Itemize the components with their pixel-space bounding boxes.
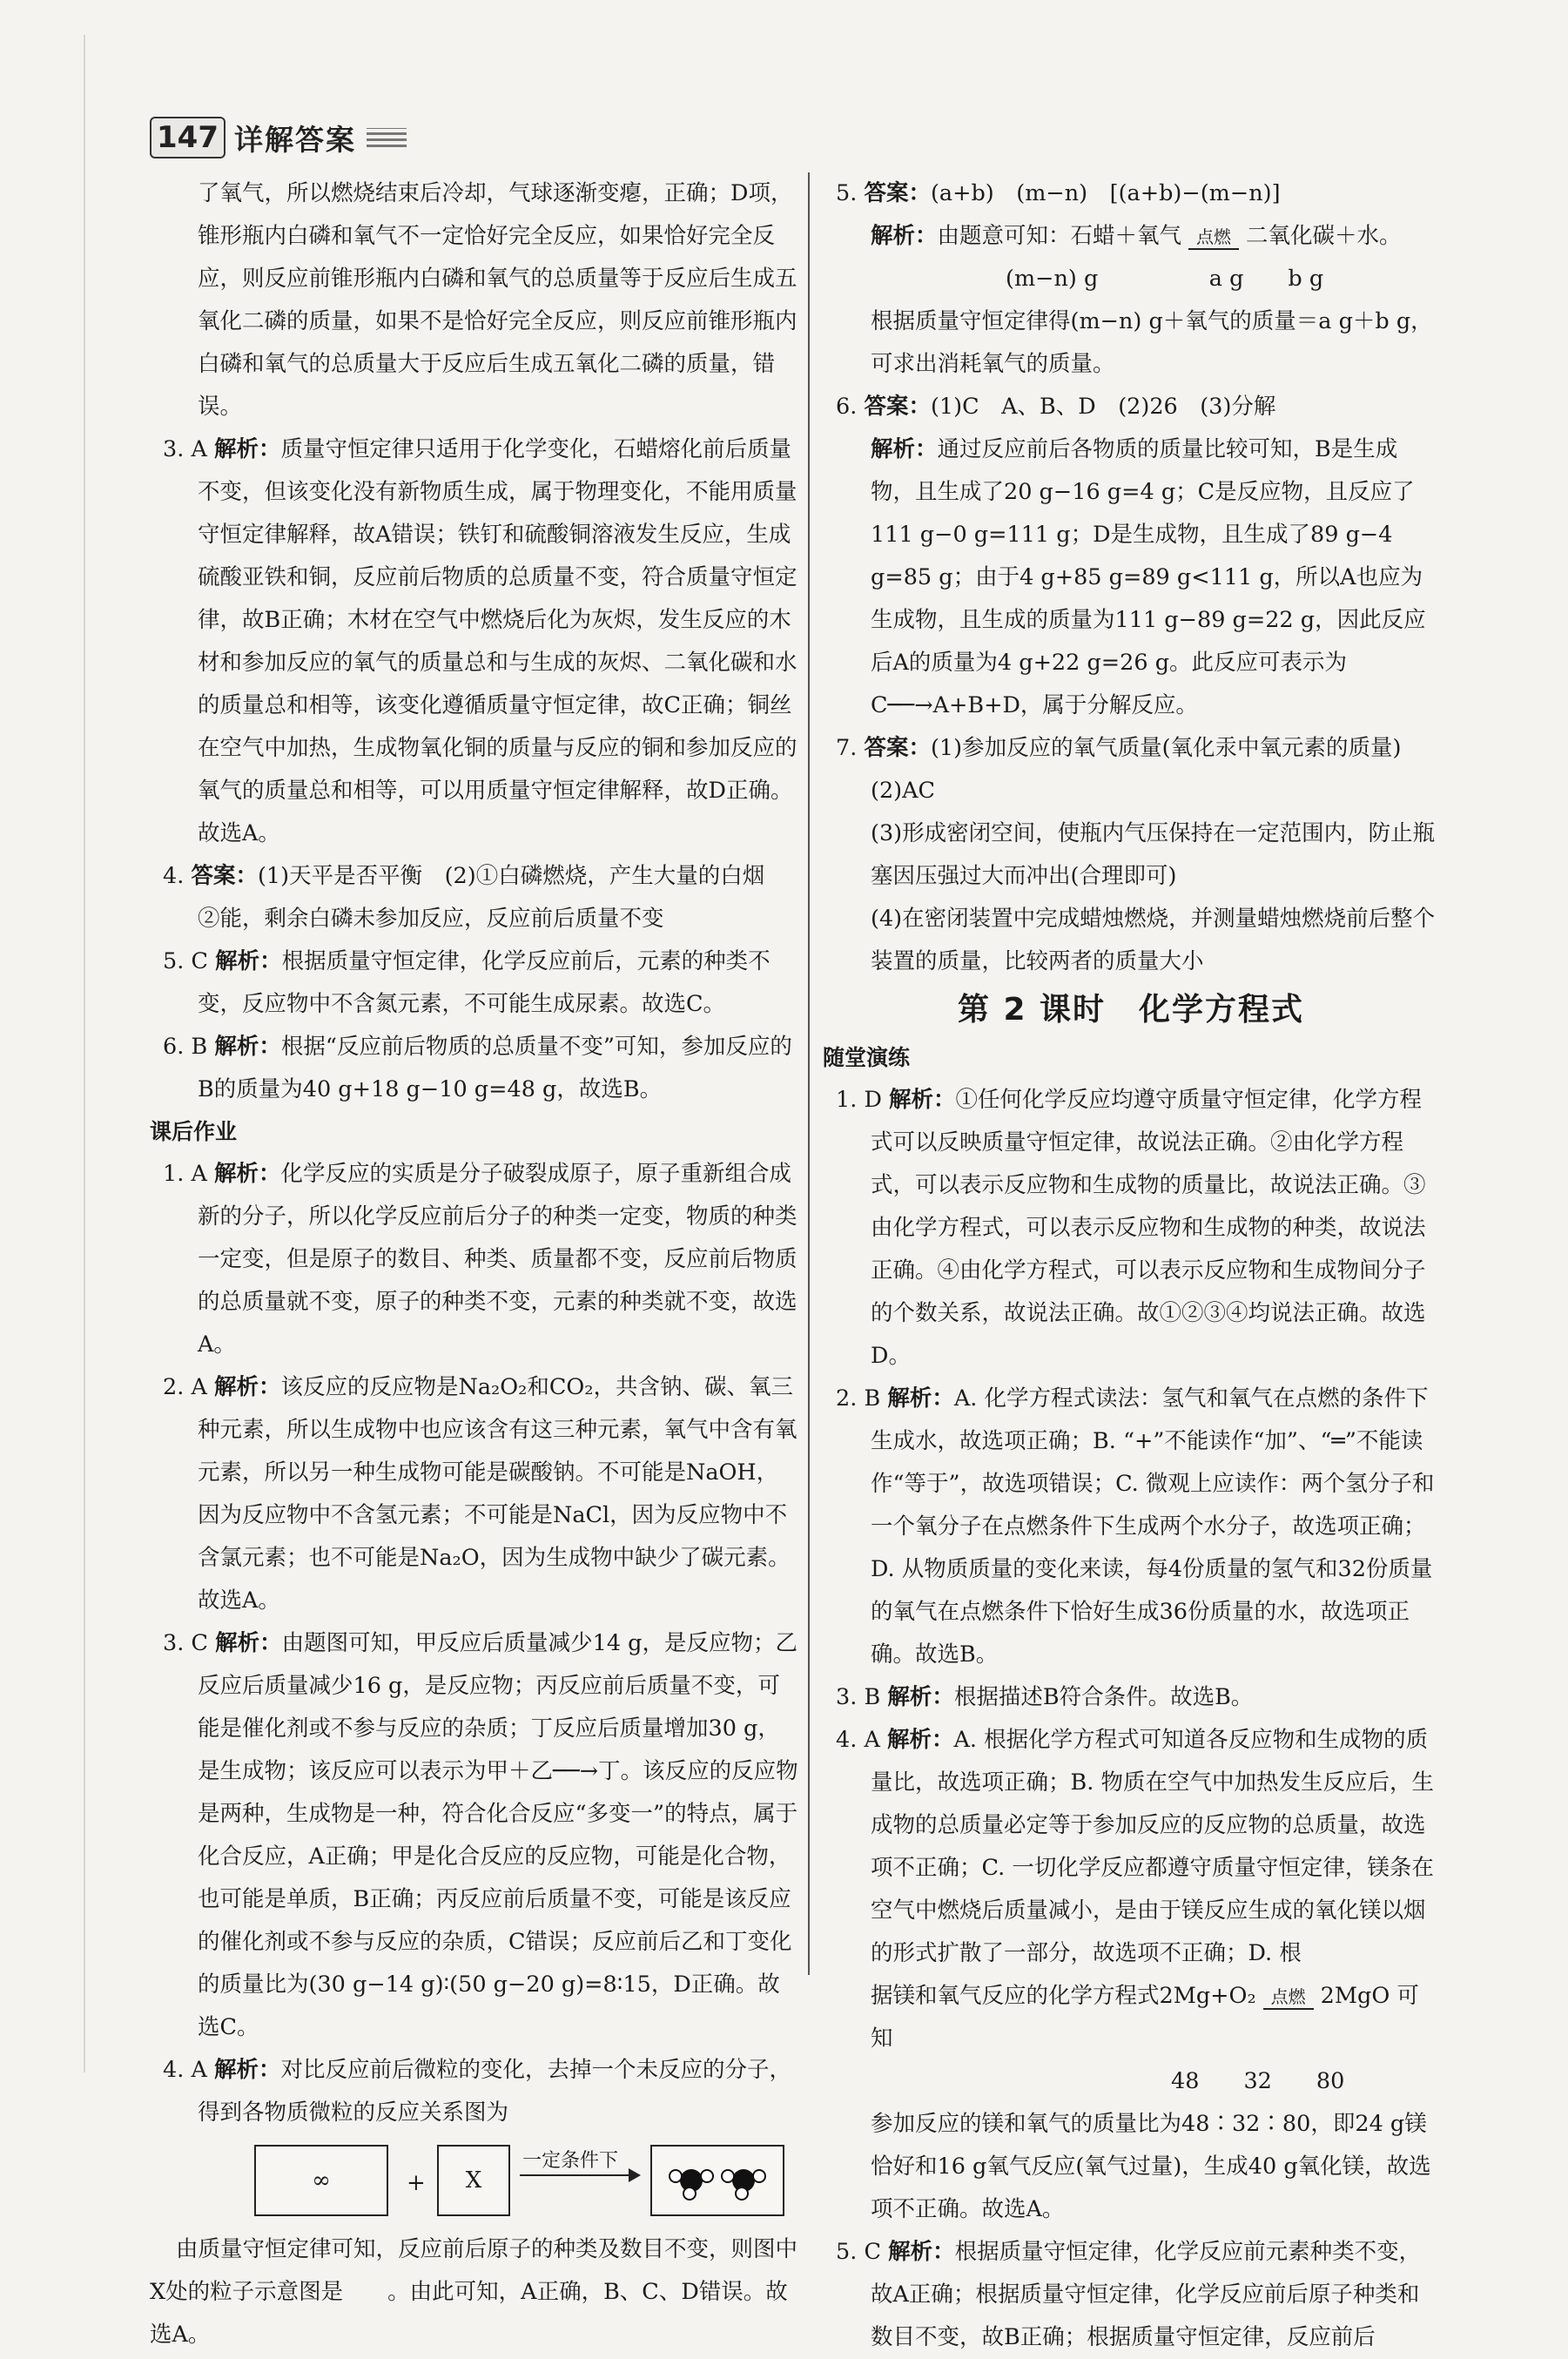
- answer-item: 3. A 解析：质量守恒定律只适用于化学变化，石蜡熔化前后质量不变，但该变化没有新物质生成，属于物理变化，不能用质量守恒定律解释，故A错误；铁钉和硫酸铜溶液发生反应，生成硫酸亚铁和铜，反应前后物质的总质量不变，符合质量守恒定律，故B正确；木材在空气中燃烧后化为灰烬，发生反应的木材和参加反应的氧气的质量总和与生成的灰烬、二氧化碳和水的质量总和相等，该变化遵循质量守恒定律，故C正确；铜丝在空气中加热，生成物氧化铜的质量与反应的铜和参加反应的氧气的质量总和相等，可以用质量守恒定律解释，故D正确。故选A。: [163, 436, 797, 846]
- answer-item: 3. B 解析：根据描述B符合条件。故选B。: [836, 1684, 1254, 1710]
- reactant-box-1: ∞: [254, 2145, 388, 2216]
- answer-item: 6. 答案：(1)C A、B、D (2)26 (3)分解: [836, 394, 1276, 420]
- h4-conclusion: 由质量守恒定律可知，反应前后原子的种类及数目不变，则图中X处的粒子示意图是 。由此可知，A正确，B、C、D错误。故选A。: [150, 2236, 798, 2348]
- molecule-icon: [656, 2150, 778, 2211]
- right-column: [823, 172, 1439, 2359]
- page-number: 147: [150, 117, 225, 158]
- q7-part-2: (2)AC: [871, 778, 936, 804]
- arrow-condition: 一定条件下: [522, 2150, 619, 2172]
- arrow-line: [520, 2174, 633, 2176]
- answer-item: 6. B 解析：根据“反应前后物质的总质量不变”可知，参加反应的B的质量为40 g+18 g−10 g=48 g，故选B。: [163, 1034, 792, 1102]
- p4-equation: 据镁和氧气反应的化学方程式2Mg+O₂ 点燃 2MgO 可知: [871, 1983, 1419, 2052]
- answer-item: 1. D 解析：①任何化学反应均遵守质量守恒定律，化学方程式可以反映质量守恒定律，故说法正确。②由化学方程式，可以表示反应物和生成物的质量比，故说法正确。③由化学方程式，可以表示反应物和生成物的种类，故说法正确。④由化学方程式，可以表示反应物和生成物间分子的个数关系，故说法正确。故①②③④均说法正确。故选D。: [836, 1087, 1426, 1369]
- answer-item: 4. A 解析：A. 根据化学方程式可知道各反应物和生成物的质量比，故选项正确；B. 物质在空气中加热发生反应后，生成物的总质量必定等于参加反应的反应物的总质量，故选项不正确；C. 一切化学反应都遵守质量守恒定律，镁条在空气中燃烧后质量减小，是由于镁反应生成的氧化镁以烟的形式扩散了一部分，故选项不正确；D. 根: [836, 1727, 1434, 1966]
- section-title: 课后作业: [150, 1119, 238, 1144]
- answer-item: 5. 答案：(a+b) (m−n) [(a+b)−(m−n)]: [836, 180, 1281, 206]
- q5-analysis-end: 根据质量守恒定律得(m−n) g＋氧气的质量＝a g＋b g，可求出消耗氧气的质量。: [871, 308, 1433, 377]
- answer-item: 4. A 解析：对比反应前后微粒的变化，去掉一个未反应的分子，得到各物质微粒的反应关系图为: [163, 2057, 792, 2126]
- intro-text: 了氧气，所以燃烧结束后冷却，气球逐渐变瘪，正确；D项，锥形瓶内白磷和氧气不一定恰好完全反应，如果恰好完全反应，则反应前锥形瓶内白磷和氧气的总质量等于反应后生成五氧化二磷的质量，如果不是恰好完全反应，则反应前锥形瓶内白磷和氧气的总质量大于反应后生成五氧化二磷的质量，错误。: [198, 180, 797, 420]
- left-column: [150, 172, 798, 2356]
- binding-line: [84, 35, 85, 2073]
- q7-part-3: (3)形成密闭空间，使瓶内气压保持在一定范围内，防止瓶塞因压强过大而冲出(合理即可): [871, 820, 1436, 889]
- q5-analysis: 解析：由题意可知：石蜡＋氧气 点燃 二氧化碳＋水。: [871, 223, 1402, 249]
- answer-item: 5. C 解析：根据质量守恒定律，化学反应前后，元素的种类不变，反应物中不含氮元素，不可能生成尿素。故选C。: [163, 948, 771, 1017]
- answer-item: 2. B 解析：A. 化学方程式读法：氢气和氧气在点燃的条件下生成水，故选项正确；B. “+”不能读作“加”、“═”不能读作“等于”，故选项错误；C. 微观上应读作：两个氢分子和一个氧分子在点燃条件下生成两个水分子，故选项正确；D. 从物质质量的变化来读，每4份质量的氢气和32份质量的氧气在点燃条件下恰好生成36份质量的水，故选项正确。故选B。: [836, 1385, 1435, 1668]
- answer-item: 5. C 解析：根据质量守恒定律，化学反应前元素种类不变，故A正确；根据质量守恒定律，化学反应前后原子种类和数目不变，故B正确；根据质量守恒定律，反应前后: [836, 2239, 1422, 2350]
- answer-item: 7. 答案：(1)参加反应的氧气质量(氧化汞中氧元素的质量): [836, 735, 1402, 761]
- p4-conclusion: 参加反应的镁和氧气的质量比为48∶32∶80，即24 g镁恰好和16 g氧气反应(氧气过量)，生成40 g氧化镁，故选项不正确。故选A。: [871, 2111, 1431, 2222]
- lesson-title: 第 2 课时 化学方程式: [957, 992, 1305, 1028]
- q6-analysis: 解析：通过反应前后各物质的质量比较可知，B是生成物，且生成了20 g−16 g=4 g；C是反应物，且反应了111 g−0 g=111 g；D是生成物，且生成了89 g−4 g=85 g；由于4 g+85 g=89 g<111 g，所以A也应为生成物，且生成的质量为111 g−89 g=22 g，因此反应后A的质量为4 g+22 g=26 g。此反应可表示为C──→A+B+D，属于分解反应。: [871, 436, 1426, 718]
- answer-item: 1. A 解析：化学反应的实质是分子破裂成原子，原子重新组合成新的分子，所以化学反应前后分子的种类一定变，物质的种类一定变，但是原子的数目、种类、质量都不变，反应前后物质的总质量就不变，原子的种类不变，元素的种类就不变，故选A。: [163, 1161, 797, 1358]
- answer-item: 2. A 解析：该反应的反应物是Na₂O₂和CO₂，共含钠、碳、氧三种元素，所以生成物中也应该含有这三种元素，氧气中含有氧元素，所以另一种生成物可能是碳酸钠。不可能是NaOH，因为反应物中不含氢元素；不可能是NaCl，因为反应物中不含氯元素；也不可能是Na₂O，因为生成物中缺少了碳元素。故选A。: [163, 1374, 797, 1614]
- reaction-diagram: [254, 2140, 798, 2225]
- answer-item: 4. 答案：(1)天平是否平衡 (2)①白磷燃烧，产生大量的白烟 ②能，剩余白磷未参加反应，反应前后质量不变: [163, 863, 787, 932]
- section-title: 随堂演练: [823, 1045, 911, 1070]
- header-title: 详解答案: [233, 122, 356, 157]
- q7-part-4: (4)在密闭装置中完成蜡烛燃烧，并测量蜡烛燃烧前后整个装置的质量，比较两者的质量大小: [871, 906, 1436, 974]
- q5-masses: (m−n) g a g b g: [1006, 266, 1324, 292]
- answer-item: 3. C 解析：由题图可知，甲反应后质量减少14 g，是反应物；乙反应后质量减少16 g，是反应物；丙反应前后质量不变，可能是催化剂或不参与反应的杂质；丁反应后质量增加30 g，是生成物；该反应可以表示为甲＋乙──→丁。该反应的反应物是两种，生成物是一种，符合化合反应“多变一”的特点，属于化合反应，A正确；甲是化合反应的反应物，可能是化合物，也可能是单质，B正确；丙反应前后质量不变，可能是该反应的催化剂或不参与反应的杂质，C错误；反应前后乙和丁变化的质量比为(30 g−14 g)∶(50 g−20 g)=8∶15，D正确。故选C。: [163, 1630, 798, 2040]
- product-box: [650, 2145, 784, 2216]
- reactant-box-x: X: [437, 2145, 510, 2216]
- column-divider: [808, 172, 810, 1975]
- header-decoration: [367, 128, 407, 147]
- page-header: [150, 113, 407, 162]
- plus-sign: +: [407, 2170, 426, 2196]
- arrow-head: [629, 2168, 641, 2182]
- p4-equation-masses: 48 32 80: [1171, 2068, 1345, 2094]
